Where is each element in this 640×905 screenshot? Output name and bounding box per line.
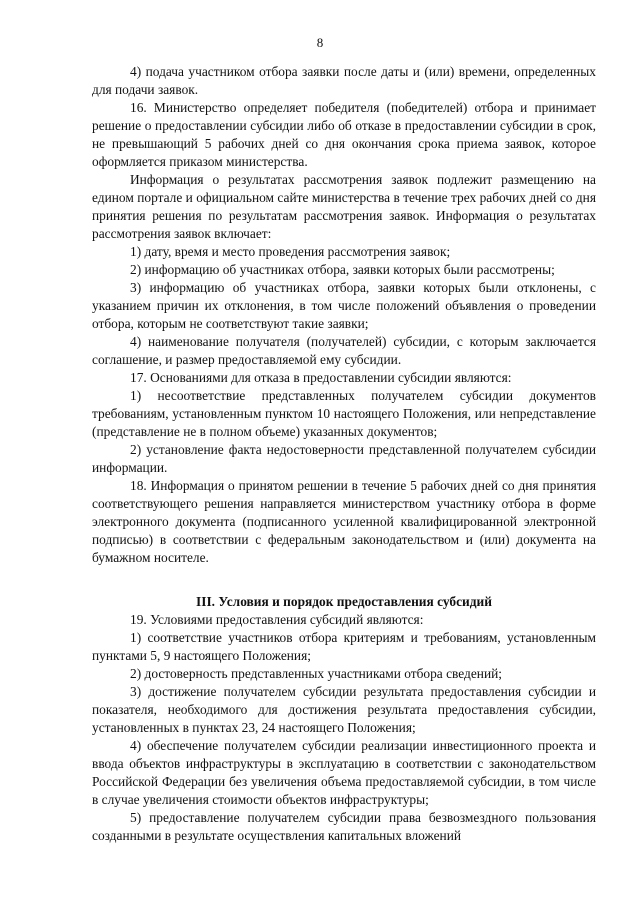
page-number: 8 <box>316 35 324 50</box>
paragraph-19-conditions: 19. Условиями предоставления субсидий являются: <box>130 612 424 627</box>
list-item-rejected-participants: 3) информацию об участниках отбора, заявки которых были отклонены, с указанием причин их отклонения, в том числе положений объявления о проведении отбора, которым не соответствуют такие заявки; <box>92 280 596 331</box>
paragraph-16-winner-decision: 16. Министерство определяет победителя (победителей) отбора и принимает решение о предоставлении субсидии либо об отказе в предоставлении субсидии в срок, не превышающий 5 рабочих дней со дня окончания срока приема заявок, которое оформляется приказом министерства. <box>92 100 596 169</box>
list-item-result-achievement: 3) достижение получателем субсидии результата предоставления субсидии и показателя, необходимого для достижения результата предоставления субсидии, установленных в пунктах 23, 24 настоящего Положения; <box>92 684 596 735</box>
list-item-documents-mismatch: 1) несоответствие представленных получателем субсидии документов требованиям, установленным пунктом 10 настоящего Положения, или непредставление (представление не в полном объеме) указанных документов; <box>92 388 596 439</box>
paragraph-item-4-late-submission: 4) подача участником отбора заявки после даты и (или) времени, определенных для подачи заявок. <box>92 64 596 97</box>
list-item-date-time-place: 1) дату, время и место проведения рассмотрения заявок; <box>130 244 451 259</box>
section-heading: III. Условия и порядок предоставления субсидий <box>196 594 492 609</box>
list-item-recipient-name: 4) наименование получателя (получателей) субсидии, с которым заключается соглашение, и размер предоставляемой ему субсидии. <box>92 334 596 367</box>
paragraph-results-information: Информация о результатах рассмотрения заявок подлежит размещению на едином портале и официальном сайте министерства в течение трех рабочих дней со дня принятия решения по результатам рассмотрения заявок. Информация о результатах рассмотрения заявок включает: <box>92 172 596 241</box>
list-item-false-information: 2) установление факта недостоверности представленной получателем субсидии информации. <box>92 442 596 475</box>
list-item-reviewed-participants: 2) информацию об участниках отбора, заявки которых были рассмотрены; <box>130 262 555 277</box>
list-item-project-implementation: 4) обеспечение получателем субсидии реализации инвестиционного проекта и ввода объектов инфраструктуры в эксплуатацию в соответствии с законодательством Российской Федерации без увеличения объема предоставляемой субсидии, в том числе в случае увеличения стоимости объектов инфраструктуры; <box>92 738 596 807</box>
document-body <box>92 63 596 845</box>
paragraph-18-decision-notice: 18. Информация о принятом решении в течение 5 рабочих дней со дня принятия соответствующего решения направляется министерством участнику отбора в форме электронного документа (подписанного усиленной квалифицированной электронной подписью) в соответствии с федеральным законодательством и (или) документа на бумажном носителе. <box>92 478 596 565</box>
section-spacer <box>92 567 596 580</box>
list-item-data-reliability: 2) достоверность представленных участниками отбора сведений; <box>130 666 503 681</box>
list-item-free-use-right: 5) предоставление получателем субсидии права безвозмездного пользования созданными в результате осуществления капитальных вложений <box>92 810 596 843</box>
paragraph-17-refusal-grounds: 17. Основаниями для отказа в предоставлении субсидии являются: <box>130 370 512 385</box>
list-item-criteria-compliance: 1) соответствие участников отбора критериям и требованиям, установленным пунктами 5, 9 настоящего Положения; <box>92 630 596 663</box>
